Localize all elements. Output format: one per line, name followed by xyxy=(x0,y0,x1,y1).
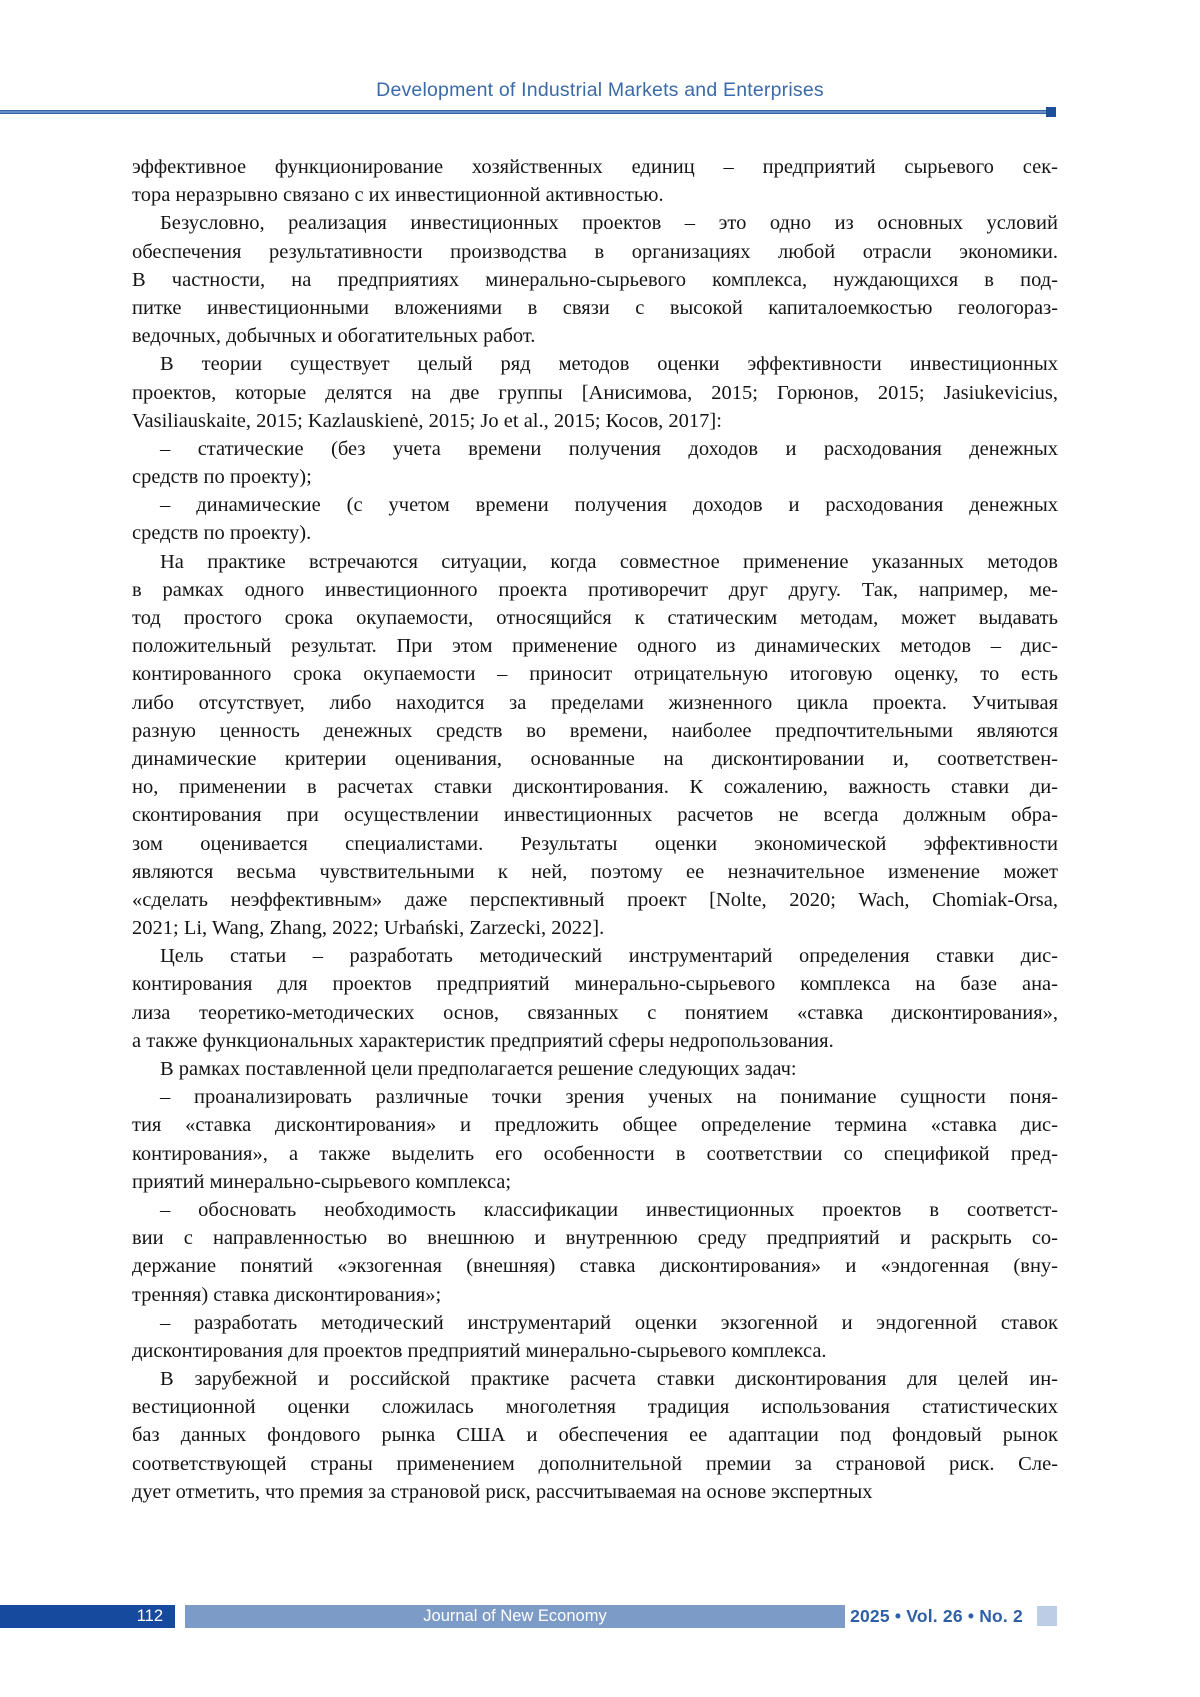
body-line: баз данных фондового рынка США и обеспечения ее адаптации под фондовый рынок xyxy=(132,1424,1058,1447)
page-number-badge xyxy=(0,1605,175,1628)
body-line: ведочных, добычных и обогатительных работ. xyxy=(132,325,536,348)
body-line: – проанализировать различные точки зрения ученых на понимание сущности поня- xyxy=(160,1086,1058,1109)
body-line: – динамические (с учетом времени получения доходов и расходования денежных xyxy=(160,494,1058,517)
body-line: питке инвестиционными вложениями в связи с высокой капиталоемкостью геологораз- xyxy=(132,296,1058,319)
body-line: средств по проекту). xyxy=(132,522,312,545)
body-line: держание понятий «экзогенная (внешняя) ставка дисконтирования» и «эндогенная (вну- xyxy=(132,1255,1058,1278)
body-line: В теории существует целый ряд методов оценки эффективности инвестиционных xyxy=(160,353,1058,376)
body-line: вии с направленностью во внешнюю и внутреннюю среду предприятий и раскрыть со- xyxy=(132,1227,1058,1250)
body-line: Безусловно, реализация инвестиционных проектов – это одно из основных условий xyxy=(160,212,1058,235)
body-line: тия «ставка дисконтирования» и предложить общее определение термина «ставка дис- xyxy=(132,1114,1058,1137)
body-line: обеспечения результативности производства в организациях любой отрасли экономики. xyxy=(132,240,1058,263)
body-line: разную ценность денежных средств во времени, наиболее предпочтительными являются xyxy=(132,719,1058,742)
body-line: «сделать неэффективным» даже перспективный проект [Nolte, 2020; Wach, Chomiak-Orsa, xyxy=(132,888,1058,911)
page-number: 112 xyxy=(136,1607,163,1625)
body-line: эффективное функционирование хозяйственных единиц – предприятий сырьевого сек- xyxy=(132,156,1058,178)
header-rule-end-square xyxy=(1046,107,1056,117)
body-line: 2021; Li, Wang, Zhang, 2022; Urbański, Zarzecki, 2022]. xyxy=(132,917,605,940)
body-line: в рамках одного инвестиционного проекта противоречит друг другу. Так, например, ме- xyxy=(132,578,1058,601)
body-line: средств по проекту); xyxy=(132,466,312,489)
body-line: дисконтирования для проектов предприятий минерально-сырьевого комплекса. xyxy=(132,1339,827,1362)
body-line: лиза теоретико-методических основ, связанных с понятием «ставка дисконтирования», xyxy=(132,1001,1058,1024)
body-line: положительный результат. При этом применение одного из динамических методов – дис- xyxy=(132,635,1058,658)
body-line: контирования», а также выделить его особенности в соответствии со спецификой пред- xyxy=(132,1142,1058,1165)
body-line: являются весьма чувствительными к ней, поэтому ее незначительное изменение может xyxy=(132,860,1058,883)
body-line: проектов, которые делятся на две группы [Анисимова, 2015; Горюнов, 2015; Jasiukevicius, xyxy=(132,381,1058,404)
body-line: В рамках поставленной цели предполагается решение следующих задач: xyxy=(160,1058,797,1080)
body-line: Vasiliauskaite, 2015; Kazlauskienė, 2015; Jo et al., 2015; Косов, 2017]: xyxy=(132,409,722,432)
header-rule xyxy=(0,110,1053,114)
body-line: тренняя) ставка дисконтирования»; xyxy=(132,1283,442,1306)
body-line: тод простого срока окупаемости, относящийся к статическим методам, может выдавать xyxy=(132,607,1058,629)
body-line: контированного срока окупаемости – приносит отрицательную итоговую оценку, то есть xyxy=(132,663,1058,686)
issue-info: 2025 • Vol. 26 • No. 2 xyxy=(850,1606,1023,1626)
body-line: – разработать методический инструментарий оценки экзогенной и эндогенной ставок xyxy=(160,1311,1058,1334)
journal-name-bar xyxy=(185,1605,845,1628)
body-line: динамические критерии оценивания, основанные на дисконтировании и, соответствен- xyxy=(132,747,1058,770)
body-line: дует отметить, что премия за страновой риск, рассчитываемая на основе экспертных xyxy=(132,1480,873,1503)
body-line: тора неразрывно связано с их инвестиционной активностью. xyxy=(132,184,664,207)
body-line: вестиционной оценки сложилась многолетняя традиция использования статистических xyxy=(132,1396,1058,1419)
journal-name: Journal of New Economy xyxy=(423,1607,607,1625)
body-line: В частности, на предприятиях минерально-сырьевого комплекса, нуждающихся в под- xyxy=(132,268,1058,291)
body-line: контирования для проектов предприятий минерально-сырьевого комплекса на базе ана- xyxy=(132,973,1058,996)
body-line: На практике встречаются ситуации, когда совместное применение указанных методов xyxy=(160,550,1058,573)
body-line: – статические (без учета времени получения доходов и расходования денежных xyxy=(160,437,1058,460)
running-head-title: Development of Industrial Markets and Enterprises xyxy=(376,79,824,101)
body-line: либо отсутствует, либо находится за пределами жизненного цикла проекта. Учитывая xyxy=(132,691,1058,714)
body-line: а также функциональных характеристик предприятий сферы недропользования. xyxy=(132,1029,834,1052)
body-line: – обосновать необходимость классификации инвестиционных проектов в соответст- xyxy=(160,1198,1058,1221)
body-line: но, применении в расчетах ставки дисконтирования. К сожалению, важность ставки ди- xyxy=(132,776,1058,799)
footer-decorative-square xyxy=(1037,1606,1057,1626)
body-line: соответствующей страны применением дополнительной премии за страновой риск. Сле- xyxy=(132,1452,1058,1475)
body-line: В зарубежной и российской практике расчета ставки дисконтирования для целей ин- xyxy=(160,1368,1058,1391)
body-line: Цель статьи – разработать методический инструментарий определения ставки дис- xyxy=(160,945,1058,968)
article-body xyxy=(132,153,1058,1506)
body-line: зом оценивается специалистами. Результаты оценки экономической эффективности xyxy=(132,832,1058,855)
body-line: приятий минерально-сырьевого комплекса; xyxy=(132,1170,512,1193)
body-line: сконтирования при осуществлении инвестиционных расчетов не всегда должным обра- xyxy=(132,804,1058,827)
